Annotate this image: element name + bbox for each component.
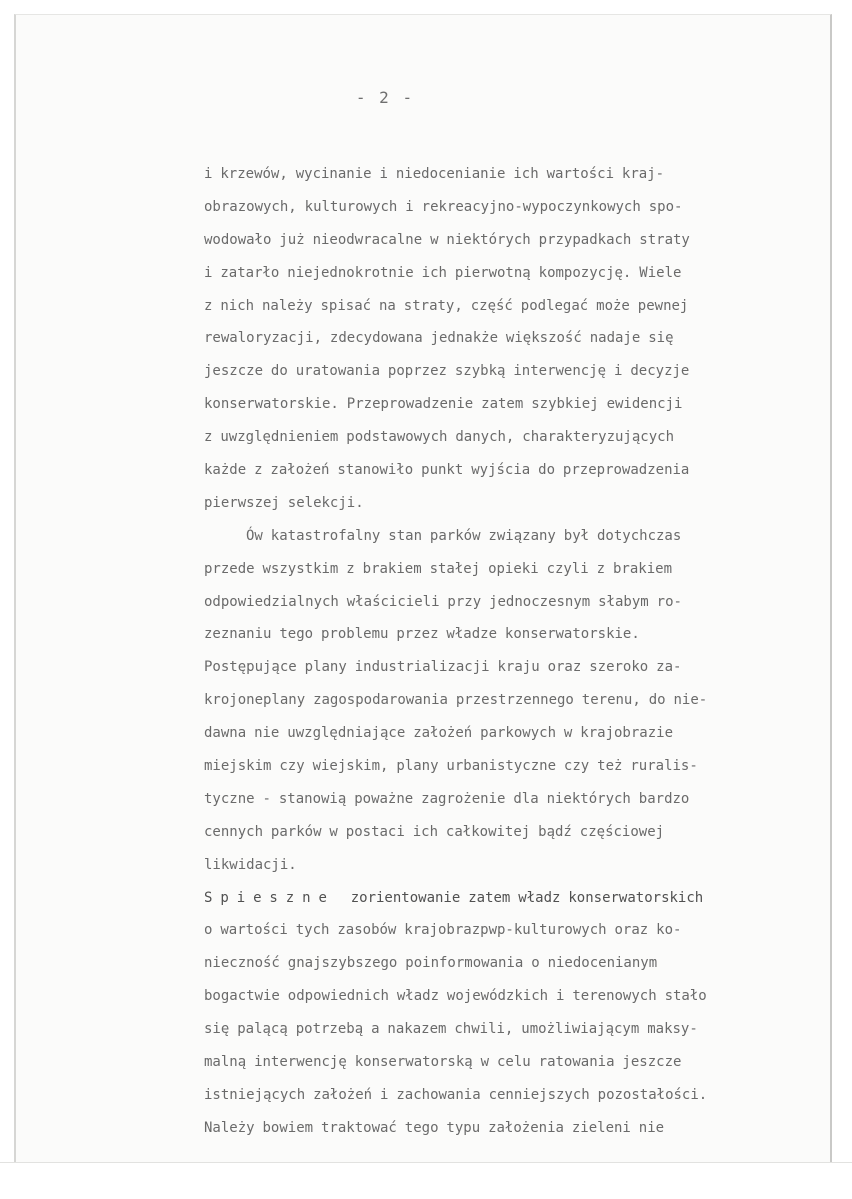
typed-text-body <box>204 158 844 1145</box>
text-line: się palącą potrzebą a nakazem chwili, umożliwiającym maksy- <box>204 1021 698 1038</box>
text-line: pierwszej selekcji. <box>204 494 364 511</box>
text-line: o wartości tych zasobów krajobrazpwp-kulturowych oraz ko- <box>204 922 682 939</box>
text-line: z uwzględnieniem podstawowych danych, charakteryzujących <box>204 429 675 446</box>
text-line: istniejących założeń i zachowania cenniejszych pozostałości. <box>204 1086 708 1103</box>
text-line: wodowało już nieodwracalne w niektórych przypadkach straty <box>204 231 690 248</box>
text-line: miejskim czy wiejskim, plany urbanistyczne czy też ruralis- <box>204 758 698 775</box>
text-line: przede wszystkim z brakiem stałej opieki czyli z brakiem <box>204 560 673 577</box>
text-line: likwidacji. <box>204 856 297 873</box>
text-line: cennych parków w postaci ich całkowitej bądź częściowej <box>204 823 665 840</box>
text-line: rewaloryzacji, zdecydowana jednakże większość nadaje się <box>204 330 674 347</box>
text-line: i zatarło niejednokrotnie ich pierwotną kompozycję. Wiele <box>204 264 682 281</box>
text-line: obrazowych, kulturowych i rekreacyjno-wypoczynkowych spo- <box>204 198 683 215</box>
paragraph-first-line: S p i e s z n e zorientowanie zatem władz konserwatorskich <box>204 889 704 906</box>
scan-bottom-margin <box>0 1162 852 1199</box>
page-number: - 2 - <box>355 88 415 107</box>
text-line: malną interwencję konserwatorską w celu ratowania jeszcze <box>204 1054 682 1071</box>
text-line: dawna nie uwzględniające założeń parkowych w krajobrazie <box>204 725 674 742</box>
text-line: tyczne - stanowią poważne zagrożenie dla niektórych bardzo <box>204 790 690 807</box>
text-line: nieczność gnajszybszego poinformowania o niedocenianym <box>204 955 658 972</box>
paragraph-first-line: Ów katastrofalny stan parków związany był dotychczas <box>246 527 682 544</box>
text-line: i krzewów, wycinanie i niedocenianie ich wartości kraj- <box>204 166 665 182</box>
text-line: Postępujące plany industrializacji kraju oraz szeroko za- <box>204 659 682 676</box>
text-line: konserwatorskie. Przeprowadzenie zatem szybkiej ewidencji <box>204 396 683 413</box>
text-line: krojoneplany zagospodarowania przestrzennego terenu, do nie- <box>204 692 708 709</box>
text-line: bogactwie odpowiednich władz wojewódzkich i terenowych stało <box>204 988 707 1005</box>
text-line: odpowiedzialnych właścicieli przy jednoczesnym słabym ro- <box>204 593 682 610</box>
text-line: zeznaniu tego problemu przez władze konserwatorskie. <box>204 626 640 643</box>
text-line: jeszcze do uratowania poprzez szybką interwencję i decyzje <box>204 363 690 380</box>
text-line: każde z założeń stanowiło punkt wyjścia do przeprowadzenia <box>204 462 690 479</box>
text-line: z nich należy spisać na straty, część podlegać może pewnej <box>204 297 689 314</box>
text-line: Należy bowiem traktować tego typu założenia zieleni nie <box>204 1119 665 1136</box>
